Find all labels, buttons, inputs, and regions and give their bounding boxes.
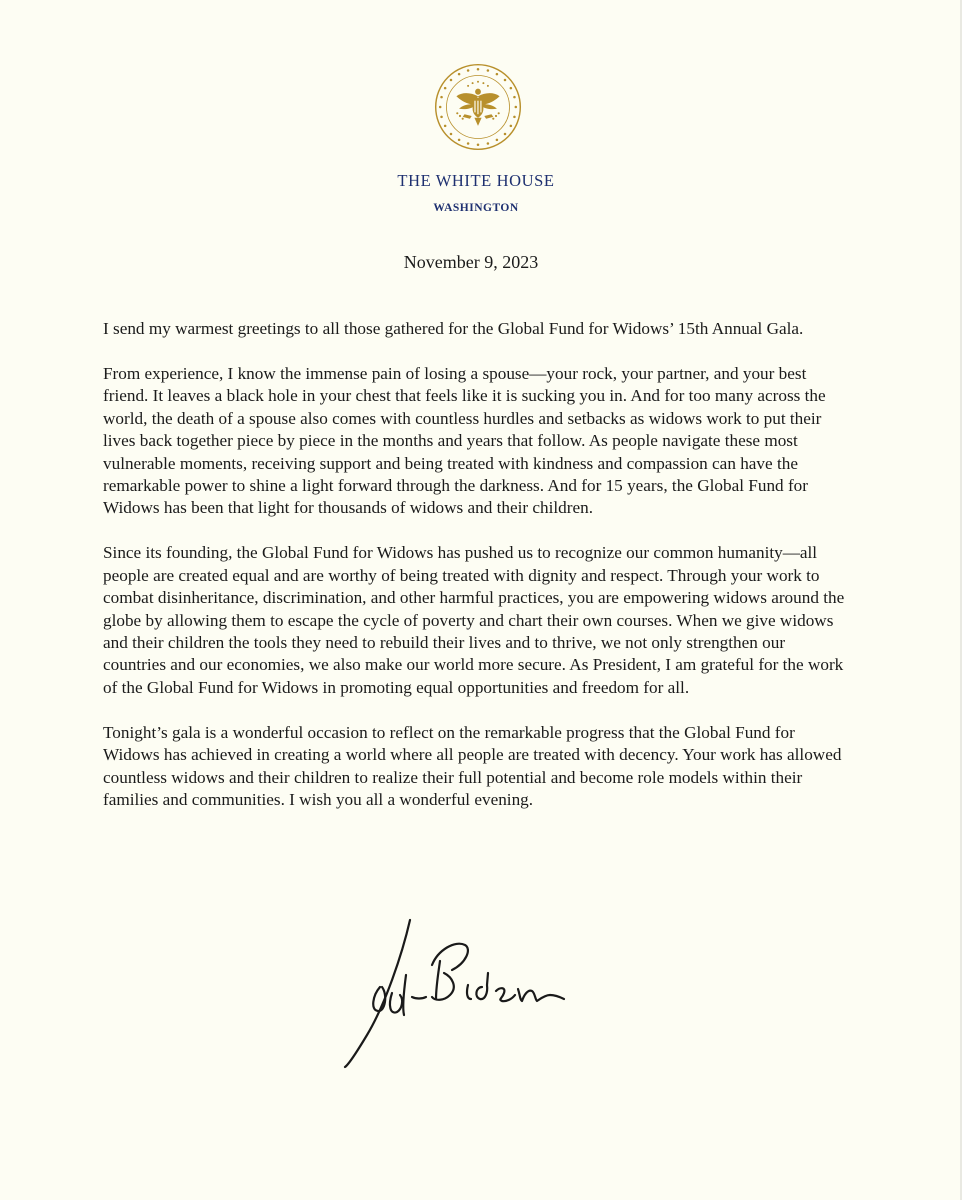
- letter-date: November 9, 2023: [403, 252, 539, 272]
- signature-icon: [340, 915, 575, 1075]
- letter-body: [103, 318, 848, 834]
- paragraph: Tonight’s gala is a wonderful occasion to reflect on the remarkable progress that the Global Fund for Widows has achieved in creating a world where all people are treated with decency. Your work has allowed countless widows and their children to realize their full potential and become role models within their families and communities. I wish you all a wonderful evening.: [103, 722, 842, 810]
- paragraph: I send my warmest greetings to all those gathered for the Global Fund for Widows’ 15th Annual Gala.: [103, 319, 804, 338]
- letterhead-title: THE WHITE HOUSE: [397, 171, 555, 190]
- letterhead-subtitle: WASHINGTON: [433, 202, 519, 214]
- paragraph: Since its founding, the Global Fund for Widows has pushed us to recognize our common humanity—all people are created equal and are worthy of being treated with dignity and respect. Through your work to combat disinheritance, discrimination, and other harmful practices, you are empowering widows around the globe by allowing them to escape the cycle of poverty and chart their own courses. When we give widows and their children the tools they need to rebuild their lives and to thrive, we not only strengthen our countries and our economies, we also make our world more secure. As President, I am grateful for the work of the Global Fund for Widows in promoting equal opportunities and freedom for all.: [103, 543, 845, 697]
- paragraph: From experience, I know the immense pain of losing a spouse—your rock, your partner, and your best friend. It leaves a black hole in your chest that feels like it is sucking you in. And for too many across the world, the death of a spouse also comes with countless hurdles and setbacks as widows work to put their lives back together piece by piece in the months and years that follow. As people navigate these most vulnerable moments, receiving support and being treated with kindness and compassion can have the remarkable power to shine a light forward through the darkness. And for 15 years, the Global Fund for Widows has been that light for thousands of widows and their children.: [103, 364, 826, 518]
- presidential-seal-icon: [433, 62, 523, 152]
